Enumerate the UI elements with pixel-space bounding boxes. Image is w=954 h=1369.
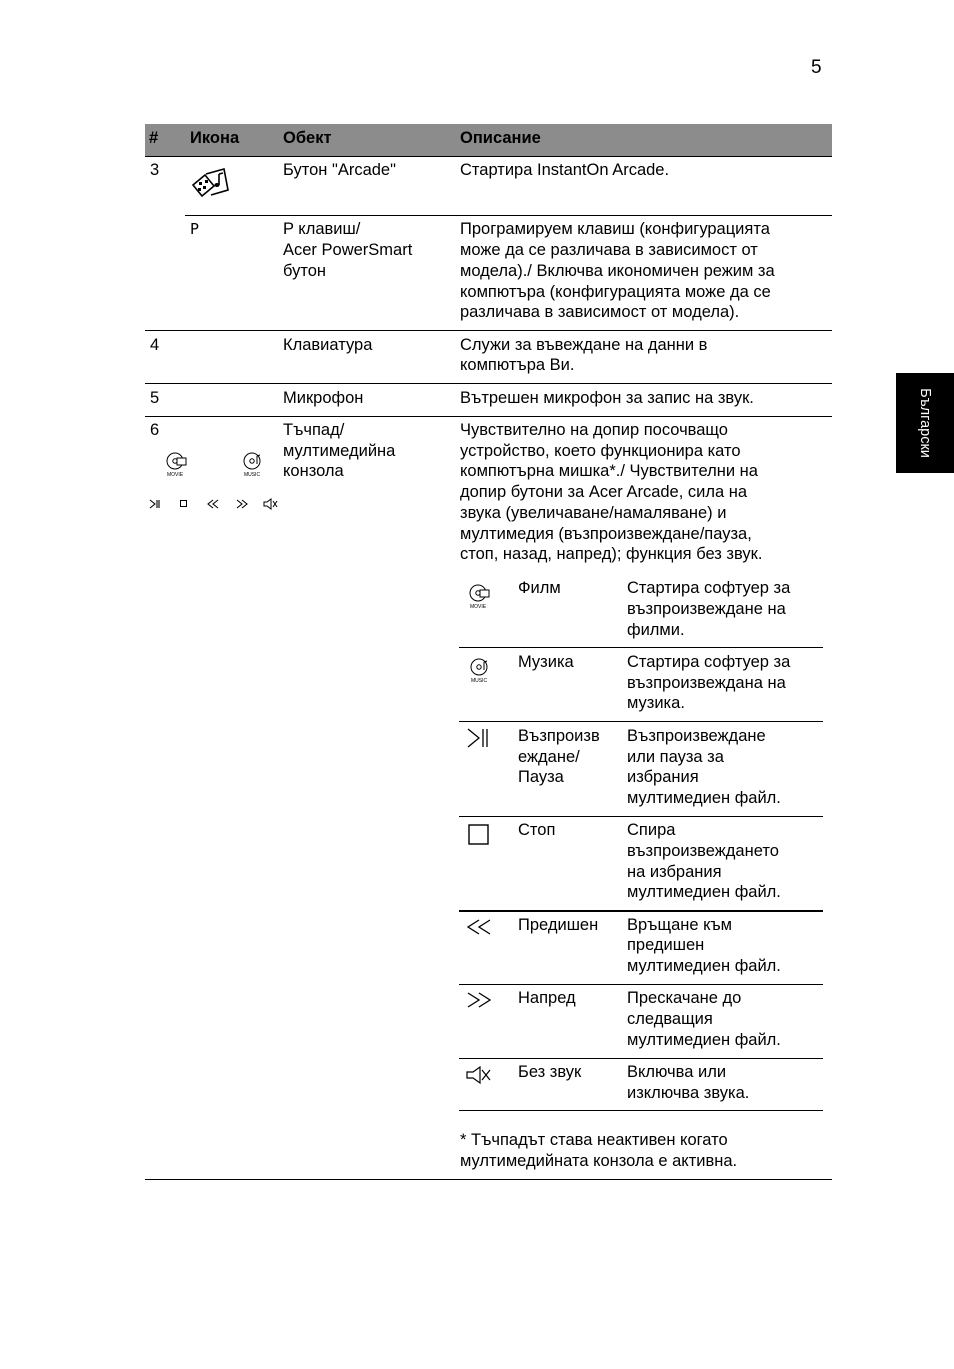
media-button-desc: Прескачане до: [627, 989, 742, 1007]
music-icon: [465, 656, 495, 684]
description-text: компютъра (конфигурацията може да се: [460, 283, 771, 301]
row-divider: [145, 330, 832, 331]
sub-row-divider: [459, 816, 823, 817]
previous-icon: [206, 498, 220, 510]
row-number: 6: [150, 421, 160, 439]
media-button-desc: музика.: [627, 694, 685, 712]
header-icon: Икона: [190, 129, 240, 147]
media-button-desc: възпроизвеждането: [627, 842, 779, 860]
media-button-desc: Спира: [627, 821, 676, 839]
description-text: Програмируем клавиш (конфигурацията: [460, 220, 770, 238]
music-icon: [238, 450, 268, 478]
media-button-name: Възпроизв: [518, 727, 600, 745]
sub-row-divider: [459, 721, 823, 722]
movie-icon-caption: MOVIE: [166, 472, 184, 478]
next-icon: [235, 498, 249, 510]
music-icon-caption: MUSIC: [243, 472, 261, 478]
media-button-name: Пауза: [518, 768, 564, 786]
movie-icon-caption: MOVIE: [469, 604, 487, 610]
description-text: мултимедия (възпроизвеждане/пауза,: [460, 525, 752, 543]
media-button-name: еждане/: [518, 748, 580, 766]
row-number: 5: [150, 389, 160, 407]
footnote: * Тъчпадът става неактивен когато: [460, 1131, 728, 1149]
description-text: компютърна мишка*./ Чувствителни на: [460, 462, 758, 480]
object-label: P клавиш/: [283, 220, 361, 238]
media-button-desc: Връщане към: [627, 916, 732, 934]
media-button-desc: възпроизвеждана на: [627, 674, 786, 692]
description-text: Служи за въвеждане на данни в: [460, 336, 708, 354]
media-button-desc: Стартира софтуер за: [627, 653, 791, 671]
media-button-name: Без звук: [518, 1063, 582, 1081]
media-button-name: Музика: [518, 653, 574, 671]
sub-row-divider: [459, 984, 823, 985]
media-button-desc: следващия: [627, 1010, 713, 1028]
arcade-icon: [189, 165, 233, 201]
media-button-desc: възпроизвеждане на: [627, 600, 786, 618]
sub-row-divider: [459, 1058, 823, 1059]
header-num: #: [149, 129, 159, 147]
previous-icon: [466, 918, 492, 936]
object-label: бутон: [283, 262, 326, 280]
row-divider: [145, 156, 832, 157]
media-button-desc: Стартира софтуер за: [627, 579, 791, 597]
media-button-desc: мултимедиен файл.: [627, 957, 781, 975]
music-icon-caption: MUSIC: [470, 678, 488, 684]
description-text: устройство, което функционира като: [460, 442, 741, 460]
sub-row-divider: [459, 1110, 823, 1111]
play-pause-icon: [148, 498, 162, 510]
media-button-desc: Възпроизвеждане: [627, 727, 766, 745]
language-tab: [896, 373, 954, 473]
header-object: Обект: [283, 129, 332, 147]
stop-icon: [467, 823, 491, 847]
media-button-desc: Включва или: [627, 1063, 727, 1081]
object-label: конзола: [283, 462, 344, 480]
sub-row-divider: [459, 647, 823, 648]
media-button-desc: или пауза за: [627, 748, 724, 766]
row-divider: [185, 215, 832, 216]
sub-row-divider: [459, 910, 823, 912]
language-tab-label: Български: [917, 388, 933, 458]
media-button-desc: мултимедиен файл.: [627, 883, 781, 901]
description-text: модела)./ Включва икономичен режим за: [460, 262, 775, 280]
description-text: допир бутони за Acer Arcade, сила на: [460, 483, 748, 501]
row-divider: [145, 383, 832, 384]
footnote: мултимедийната конзола е активна.: [460, 1152, 738, 1170]
media-button-desc: филми.: [627, 621, 685, 639]
description-text: компютъра Ви.: [460, 356, 575, 374]
description-text: различава в зависимост от модела).: [460, 303, 740, 321]
mute-icon: [263, 498, 279, 510]
play-pause-icon: [466, 727, 492, 749]
object-label: Клавиатура: [283, 336, 373, 354]
description-text: Стартира InstantOn Arcade.: [460, 161, 670, 179]
media-button-desc: предишен: [627, 936, 705, 954]
description-text: звука (увеличаване/намаляване) и: [460, 504, 727, 522]
description-text: може да се различава в зависимост от: [460, 241, 758, 259]
media-button-name: Предишен: [518, 916, 599, 934]
media-button-desc: мултимедиен файл.: [627, 1031, 781, 1049]
row-divider: [145, 416, 832, 417]
media-button-desc: избрания: [627, 768, 699, 786]
page-number: 5: [811, 57, 822, 78]
mute-icon: [465, 1064, 493, 1086]
media-button-name: Напред: [518, 989, 576, 1007]
media-button-name: Филм: [518, 579, 561, 597]
media-button-desc: на избрания: [627, 863, 722, 881]
media-button-desc: изключва звука.: [627, 1084, 750, 1102]
next-icon: [466, 991, 492, 1009]
object-label: Acer PowerSmart: [283, 241, 413, 259]
stop-icon: [179, 499, 189, 509]
header-description: Описание: [460, 129, 541, 147]
object-label: Тъчпад/: [283, 421, 345, 439]
object-label: Микрофон: [283, 389, 364, 407]
object-label: Бутон "Arcade": [283, 161, 396, 179]
description-text: Вътрешен микрофон за запис на звук.: [460, 389, 754, 407]
media-button-desc: мултимедиен файл.: [627, 789, 781, 807]
row-number: 4: [150, 336, 160, 354]
description-text: Чувствително на допир посочващо: [460, 421, 728, 439]
media-button-name: Стоп: [518, 821, 556, 839]
row-divider: [145, 1179, 832, 1180]
p-key-icon: P: [190, 220, 200, 238]
row-number: 3: [150, 161, 160, 179]
movie-icon: [162, 450, 192, 478]
object-label: мултимедийна: [283, 442, 396, 460]
description-text: стоп, назад, напред); функция без звук.: [460, 545, 763, 563]
movie-icon: [465, 582, 495, 610]
